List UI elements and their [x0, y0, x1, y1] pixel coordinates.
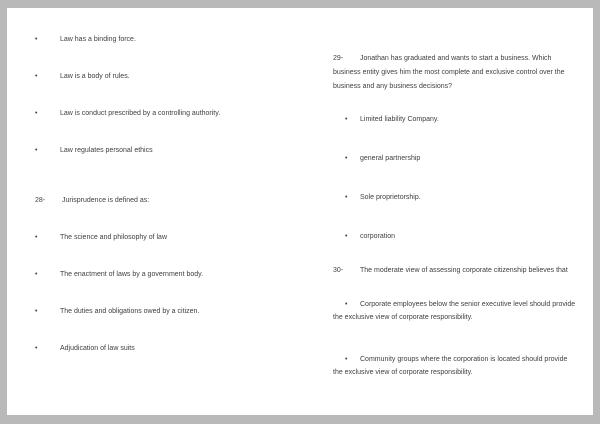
bullet-icon: •	[35, 271, 38, 278]
bullet-icon: •	[345, 301, 348, 308]
bullet-icon: •	[35, 308, 38, 315]
answer-text: corporation	[360, 233, 396, 240]
answer-text: Adjudication of law suits	[60, 345, 135, 352]
left-column	[35, 34, 290, 380]
answer-option	[333, 353, 577, 379]
answer-option	[35, 269, 290, 281]
bullet-icon: •	[35, 234, 38, 241]
list-item	[35, 71, 290, 83]
bullet-icon: •	[345, 233, 348, 240]
list-item-text: Law has a binding force.	[60, 36, 136, 43]
document-page	[7, 8, 593, 415]
answer-text: Limited liability Company.	[360, 116, 439, 123]
question-number: 28-	[35, 197, 46, 204]
answer-option	[333, 192, 577, 204]
answer-option	[333, 114, 577, 126]
bullet-icon: •	[345, 155, 348, 162]
answer-text: The enactment of laws by a government body.	[60, 271, 204, 278]
answer-option	[35, 343, 290, 355]
bullet-icon: •	[35, 73, 38, 80]
answer-option	[333, 231, 577, 243]
bullet-icon: •	[345, 194, 348, 201]
bullet-icon: •	[35, 110, 38, 117]
question-30	[333, 264, 577, 277]
list-item-text: Law is conduct prescribed by a controlling authority.	[60, 110, 221, 117]
right-column	[333, 52, 577, 408]
answer-text: The duties and obligations owed by a citizen.	[60, 308, 200, 315]
bullet-icon: •	[35, 345, 38, 352]
bullet-icon: •	[35, 36, 38, 43]
answer-text: general partnership	[360, 155, 421, 162]
bullet-icon: •	[345, 356, 348, 363]
question-text: The moderate view of assessing corporate citizenship believes that	[360, 267, 568, 274]
list-item-text: Law is a body of rules.	[60, 73, 130, 80]
answer-text: Community groups where the corporation is located should provide the exclusive view of corporate responsibility.	[333, 356, 568, 376]
answer-text: Corporate employees below the senior executive level should provide the exclusive view of corporate responsibility.	[333, 301, 576, 321]
question-number: 30-	[333, 267, 344, 274]
bullet-icon: •	[345, 116, 348, 123]
list-item	[35, 145, 290, 157]
list-item-text: Law regulates personal ethics	[60, 147, 153, 154]
question-text: Jurisprudence is defined as:	[62, 197, 150, 204]
question-text: Jonathan has graduated and wants to start a business. Which business entity gives him the most complete and exclusive control over the business and any business decisions?	[333, 55, 565, 90]
answer-option	[35, 306, 290, 318]
answer-option	[333, 298, 577, 324]
list-item	[35, 108, 290, 120]
answer-option	[333, 153, 577, 165]
answer-option	[35, 232, 290, 244]
answer-text: Sole proprietorship.	[360, 194, 421, 201]
question-number: 29-	[333, 55, 344, 62]
list-item	[35, 34, 290, 46]
question-28	[35, 195, 290, 207]
bullet-icon: •	[35, 147, 38, 154]
answer-text: The science and philosophy of law	[60, 234, 168, 241]
question-29	[333, 52, 577, 94]
